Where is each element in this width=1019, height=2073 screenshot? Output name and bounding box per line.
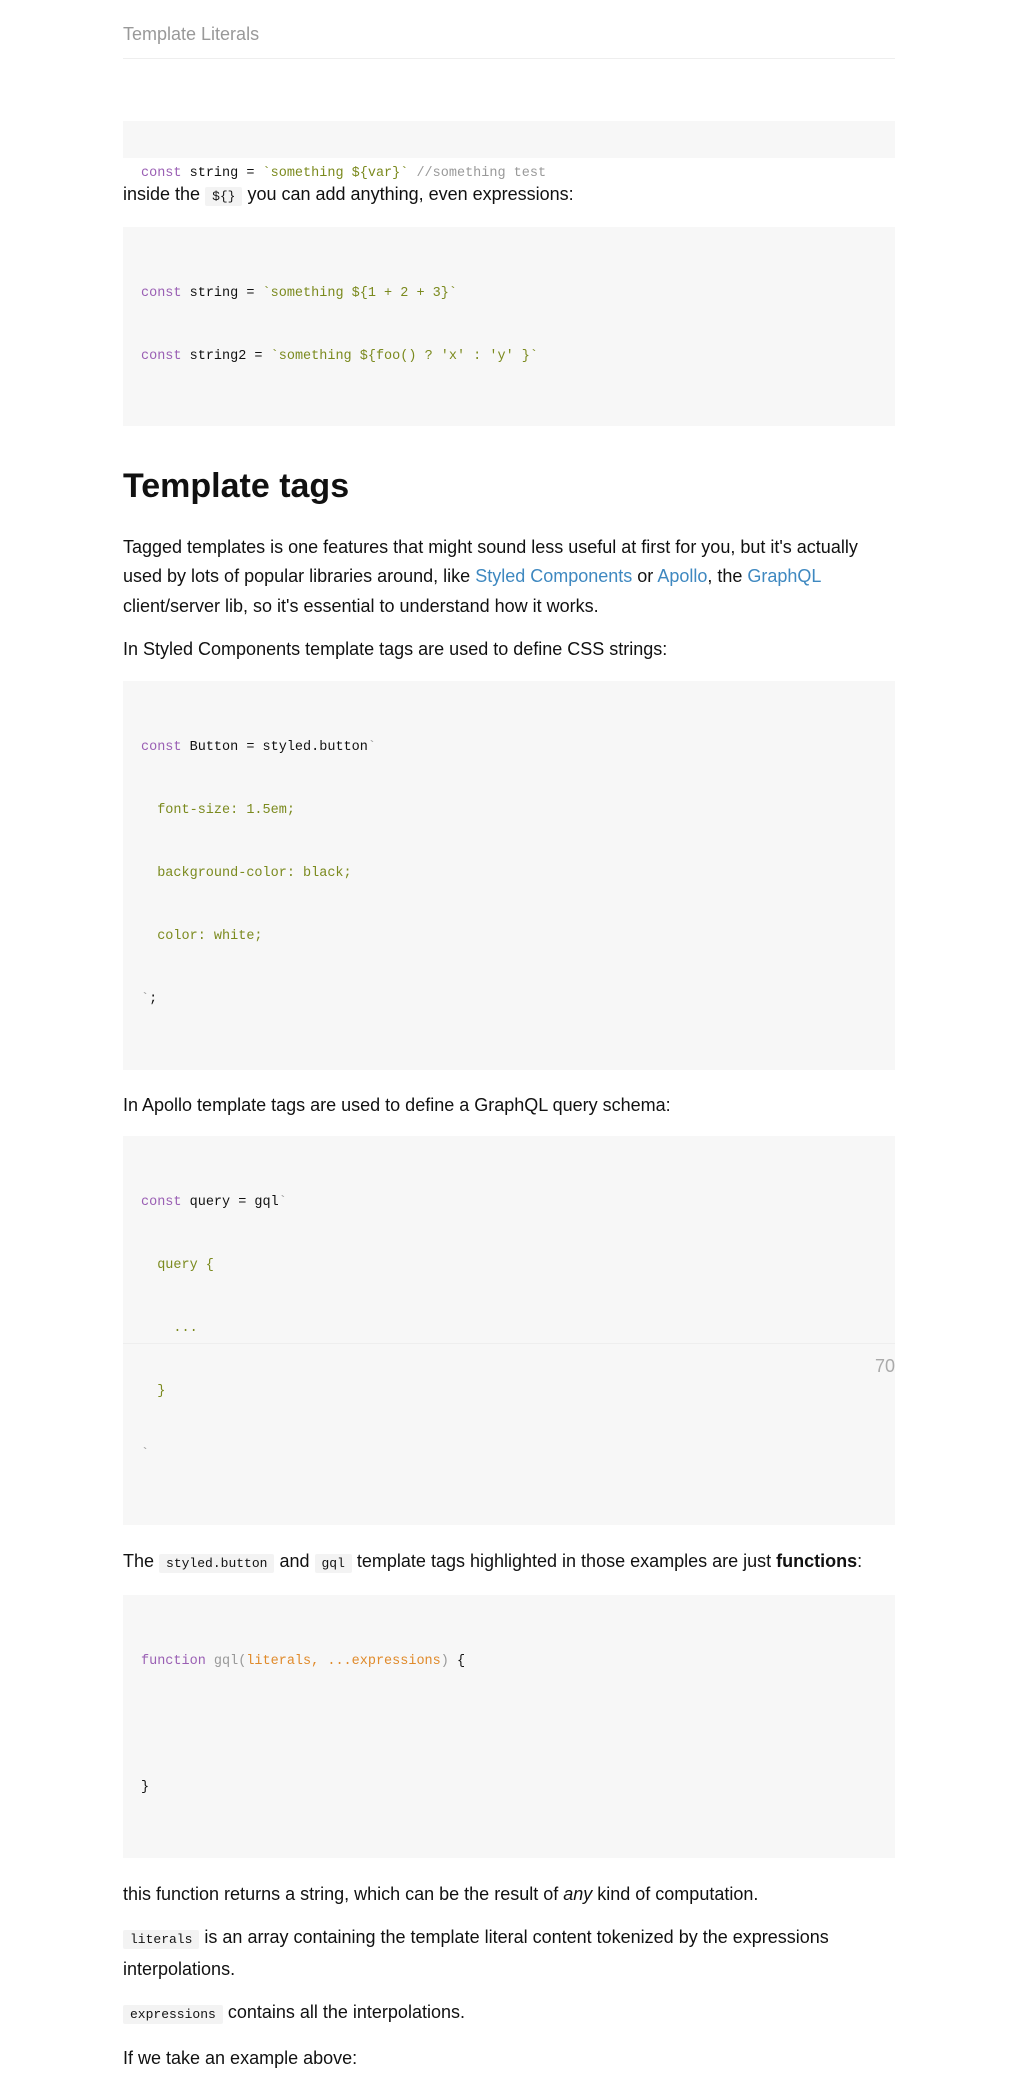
link-graphql[interactable]: GraphQL — [747, 566, 820, 586]
section-heading: Template tags — [123, 466, 895, 506]
code-keyword: const — [141, 740, 182, 755]
link-apollo[interactable]: Apollo — [657, 566, 707, 586]
paragraph-returns-string: this function returns a string, which can be the result of any kind of computation. — [123, 1880, 895, 1910]
paragraph-expressions-desc: expressions contains all the interpolations. — [123, 1998, 895, 2030]
code-block-template-literal — [123, 121, 895, 158]
inline-code: literals — [123, 1930, 199, 1949]
header-divider — [123, 58, 895, 59]
code-block-gql-function: function gql(literals, ...expressions) { } — [123, 1595, 895, 1858]
paragraph-tagged-templates: Tagged templates is one features that might sound less useful at first for you, but it's actually used by lots of popular libraries around, like Styled Components or Apollo, the GraphQL client/server lib, so it's essential to understand how it works. — [123, 533, 895, 622]
code-string: `something ${var}` — [263, 166, 409, 181]
code-string: `something ${foo() ? 'x' : 'y' }` — [271, 349, 538, 364]
main-content — [123, 121, 895, 2073]
inline-code: ${} — [205, 187, 242, 206]
code-block-expressions: const string = `something ${1 + 2 + 3}` const string2 = `something ${foo() ? 'x' : 'y' }` — [123, 227, 895, 426]
code-string: `something ${1 + 2 + 3}` — [263, 286, 457, 301]
code-block-gql-query: const query = gql` query { ... } ` — [123, 1136, 895, 1525]
inline-code: gql — [315, 1554, 352, 1573]
code-keyword: function — [141, 1654, 206, 1669]
code-keyword: const — [141, 1195, 182, 1210]
footer-divider — [123, 1343, 895, 1344]
inline-code: expressions — [123, 2005, 223, 2024]
paragraph-expressions: inside the ${} you can add anything, even expressions: — [123, 180, 895, 212]
inline-code: styled.button — [159, 1554, 274, 1573]
paragraph-literals: literals is an array containing the template literal content tokenized by the expressions interpolations. — [123, 1923, 895, 1984]
running-header: Template Literals — [123, 24, 259, 45]
page-number: 70 — [875, 1356, 895, 1377]
code-keyword: const — [141, 286, 182, 301]
paragraph-example: If we take an example above: — [123, 2044, 895, 2073]
code-text: string = — [182, 166, 263, 181]
code-comment: //something test — [408, 166, 546, 181]
code-keyword: const — [141, 349, 182, 364]
code-keyword: const — [141, 166, 182, 181]
code-block-styled-button: const Button = styled.button` font-size: 1.5em; background-color: black; color: white; `; — [123, 681, 895, 1070]
paragraph-apollo: In Apollo template tags are used to define a GraphQL query schema: — [123, 1091, 895, 1121]
paragraph-functions: The styled.button and gql template tags highlighted in those examples are just functions: — [123, 1547, 895, 1579]
paragraph-styled-components: In Styled Components template tags are used to define CSS strings: — [123, 635, 895, 665]
link-styled-components[interactable]: Styled Components — [475, 566, 632, 586]
